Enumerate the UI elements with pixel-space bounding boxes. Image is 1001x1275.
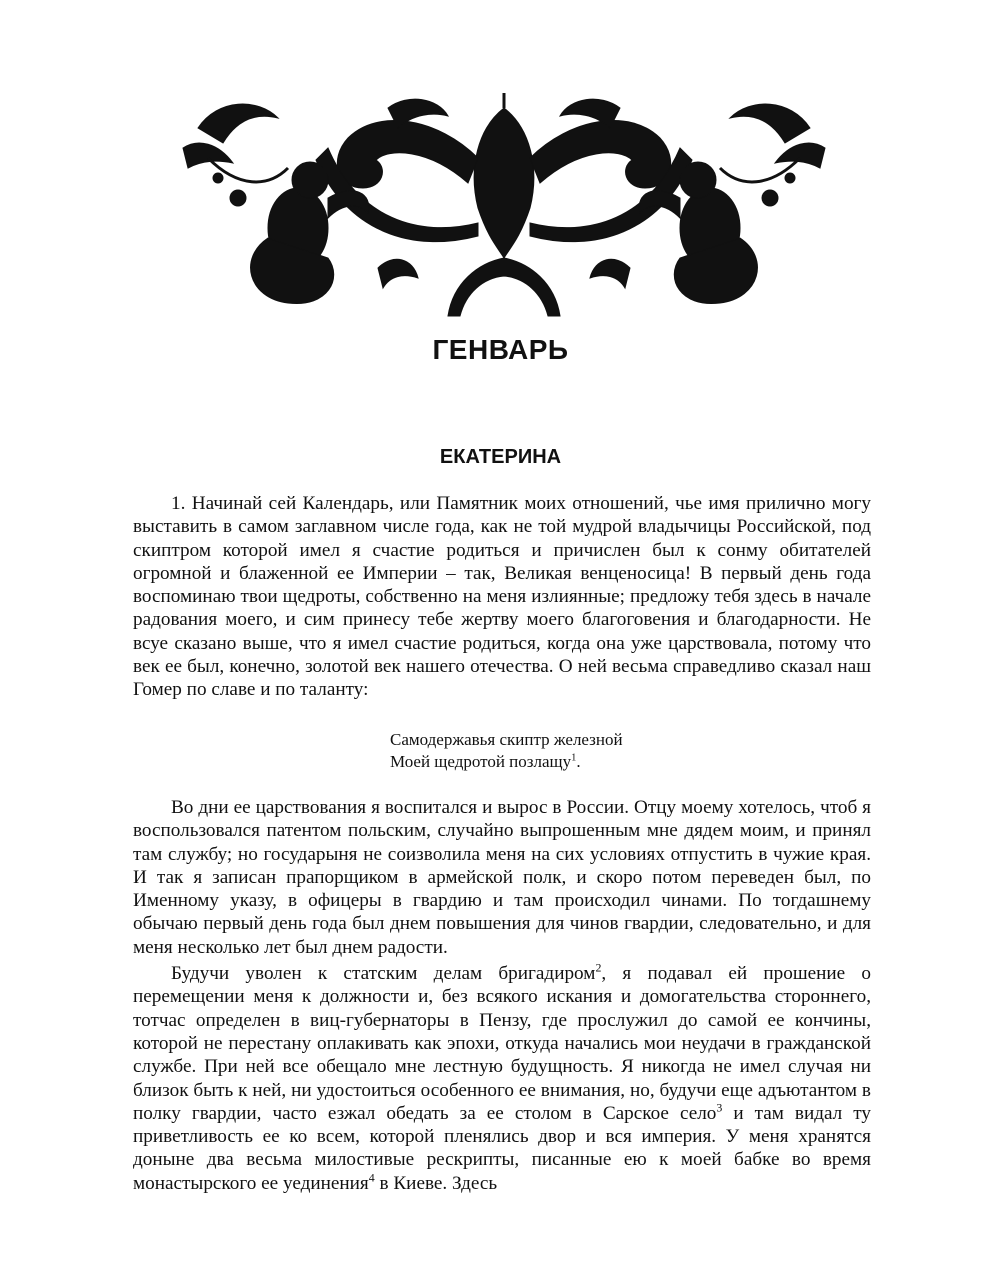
- footnote-4: 4: [368, 1170, 375, 1185]
- paragraph-3-part-4: в Киеве. Здесь: [374, 1172, 498, 1194]
- paragraph-1: 1. Начинай сей Календарь, или Памятник моих отношений, чье имя прилично могу выставить в самом заглавном числе года, как не той мудрой владычицы Российской, под скиптром которой имел я счастие родиться и причислен был к сонму обитателей огромной и блаженной ее Империи – так, Великая венценосица! В первый день года воспоминаю твои щедроты, собственно на меня излиянные; предложу тебя здесь в начале радования моего, и сим принесу тебе жертву моего благоговения и благодарности. Не всуе сказано выше, что я имел счастие родиться, когда она уже царствовала, потому что век ее был, конечно, золотой век нашего отечества. О ней весьма справедливо сказал наш Гомер по славе и по таланту:: [133, 493, 871, 701]
- footnote-3: 3: [716, 1100, 723, 1115]
- section-title: ЕКАТЕРИНА: [439, 446, 562, 468]
- paragraph-3: [133, 962, 871, 1195]
- body-text-top: [133, 492, 871, 702]
- footnote-1: 1: [571, 752, 577, 764]
- month-title: ГЕНВАРЬ: [432, 334, 569, 365]
- paragraph-3-part-2: , я подавал ей прошение о перемещении меня к должности и, без всякого искания и домогательства стороннего, тотчас определен в виц-губернаторы в Пензу, где прослужил до самой ее кончины, которой не перестану оплакивать как эпохи, откуда начались мои неудачи в гражданской службе. При ней все обещало мне лестную будущность. Я никогда не имел случая ни близок быть к ней, ни удостоиться особенного ее внимания, но, будучи еще адъютантом в полку гвардии, часто езжал обедать за ее столом в Сарское село: [133, 963, 871, 1124]
- poem-line-1: Самодержавья скиптр железной: [390, 730, 623, 749]
- poem-line-2-text: Моей щедротой позлащу: [390, 752, 572, 771]
- paragraph-2: Во дни ее царствования я воспитался и вырос в России. Отцу моему хотелось, чтоб я воспользовался патентом польским, случайно выпрошенным мне дядем моим, и принял там службу; но государыня не соизволила меня на сих условиях отпустить в чужие края. И так я записан прапорщиком в армейской полк, и скоро потом переведен был, по Именному указу, в офицеры в гвардию и там происходил чинами. По тогдашнему обычаю первый день года был днем повышения для чинов гвардии, следовательно, и для меня несколько лет был днем радости.: [133, 797, 871, 958]
- paragraph-3-part-3: и там видал ту приветливость ее ко всем, которой пленялись двор и вся империя. У меня хранятся доныне два весьма милостивые рескрипты, писанные ею к моей бабке во время монастырского ее уединения: [133, 1102, 871, 1194]
- baroque-garland-ornament-icon: [178, 88, 830, 320]
- paragraph-3-part-1: Будучи уволен к статским делам бригадиром: [171, 963, 596, 985]
- poem-quote: [390, 729, 623, 773]
- body-text-bottom: [133, 796, 871, 1195]
- poem-line-2: Моей щедротой позлащу$^1$.: [390, 752, 581, 771]
- footnote-2: 2: [595, 960, 602, 975]
